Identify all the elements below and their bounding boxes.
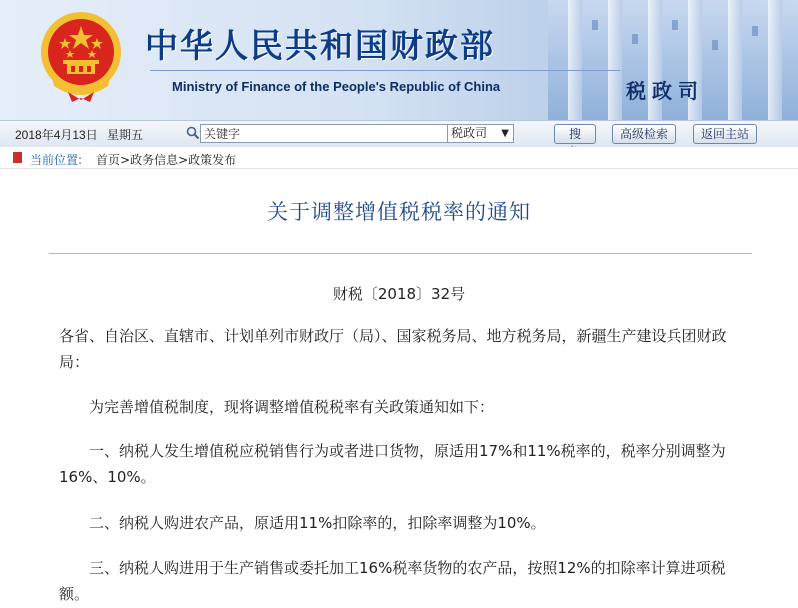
current-weekday: 星期五 bbox=[107, 128, 144, 142]
dropdown-arrow-icon: ▼ bbox=[501, 128, 509, 139]
site-title-chinese: 中华人民共和国财政部 bbox=[145, 26, 495, 65]
return-home-button[interactable]: 返回主站 bbox=[693, 124, 757, 144]
document-number: 财税〔2018〕32号 bbox=[332, 285, 466, 303]
breadcrumb-marker-icon bbox=[13, 152, 22, 163]
breadcrumb-item-home[interactable]: 首页 bbox=[96, 153, 121, 167]
site-banner bbox=[0, 0, 798, 120]
search-scope-select[interactable] bbox=[447, 124, 514, 143]
search-button[interactable]: 搜 bbox=[554, 124, 596, 144]
keyword-search-input[interactable] bbox=[200, 124, 448, 143]
top-toolbar bbox=[0, 120, 798, 148]
banner-divider bbox=[150, 70, 620, 71]
title-divider bbox=[49, 253, 752, 254]
site-title-english: Ministry of Finance of the People's Republic of China bbox=[172, 79, 501, 94]
breadcrumb-separator: > bbox=[178, 153, 189, 167]
breadcrumb-path bbox=[96, 151, 236, 168]
article-paragraph: 为完善增值税制度，现将调整增值税税率有关政策通知如下： bbox=[89, 398, 495, 416]
search-icon bbox=[186, 126, 200, 140]
breadcrumb-separator: > bbox=[120, 153, 131, 167]
national-emblem-icon[interactable] bbox=[38, 8, 124, 104]
breadcrumb bbox=[0, 147, 798, 169]
article-paragraph: 三、纳税人购进用于生产销售或委托加工16%税率货物的农产品，按照12%的扣除率计算进项税额。 bbox=[59, 559, 726, 603]
article-paragraph: 一、纳税人发生增值税应税销售行为或者进口货物，原适用17%和11%税率的，税率分别调整为16%、10%。 bbox=[59, 442, 726, 486]
advanced-search-button[interactable]: 高级检索 bbox=[612, 124, 676, 144]
breadcrumb-label: 当前位置: bbox=[30, 153, 83, 167]
article-title: 关于调整增值税税率的通知 bbox=[267, 200, 531, 224]
breadcrumb-item-gov-info[interactable]: 政务信息 bbox=[130, 153, 179, 167]
article-paragraph: 各省、自治区、直辖市、计划单列市财政厅（局）、国家税务局、地方税务局，新疆生产建设兵团财政局： bbox=[59, 327, 727, 371]
article-paragraph: 二、纳税人购进农产品，原适用11%扣除率的，扣除率调整为10%。 bbox=[89, 514, 546, 532]
department-name: 税政司 bbox=[626, 79, 704, 103]
breadcrumb-item-policy[interactable]: 政策发布 bbox=[188, 153, 237, 167]
search-scope-value: 税政司 bbox=[451, 126, 488, 140]
current-date: 2018年4月13日 bbox=[15, 128, 98, 142]
